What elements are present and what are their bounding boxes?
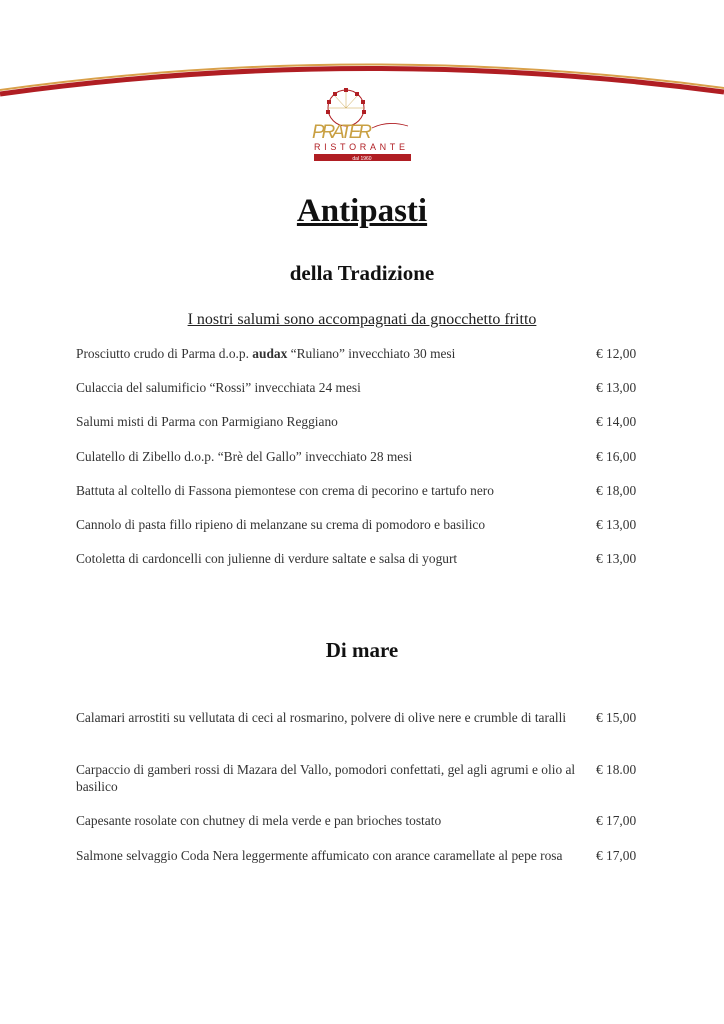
menu-item: Culatello di Zibello d.o.p. “Brè del Gallo” invecchiato 28 mesi € 16,00 [76, 449, 637, 464]
svg-text:dal 1960: dal 1960 [352, 156, 372, 162]
menu-item: Battuta al coltello di Fassona piemontese con crema di pecorino e tartufo nero € 18,00 [76, 483, 637, 498]
menu-item: Calamari arrostiti su vellutata di ceci al rosmarino, polvere di olive nere e crumble di taralli € 15,00 [76, 710, 637, 725]
item-price: € 18.00 [596, 762, 637, 777]
section-heading-tradizione: della Tradizione [289, 261, 435, 285]
item-price: € 13,00 [596, 551, 637, 566]
menu-item: Salumi misti di Parma con Parmigiano Reggiano € 14,00 [76, 414, 637, 429]
menu-item: Salmone selvaggio Coda Nera leggermente affumicato con arance caramellate al pepe rosa € 17,00 [76, 848, 637, 863]
item-price: € 13,00 [596, 517, 637, 532]
menu-item: Cannolo di pasta fillo ripieno di melanzane su crema di pomodoro e basilico € 13,00 [76, 517, 637, 532]
item-price: € 16,00 [596, 449, 637, 464]
prater-logo [308, 86, 414, 164]
menu-item: Capesante rosolate con chutney di mela verde e pan brioches tostato € 17,00 [76, 813, 637, 828]
item-price: € 14,00 [596, 414, 637, 429]
svg-text:PRATER: PRATER [312, 122, 372, 143]
menu-item: Prosciutto crudo di Parma d.o.p. audax “Ruliano” invecchiato 30 mesi € 12,00 [76, 346, 637, 361]
item-price: € 15,00 [596, 710, 637, 725]
item-price: € 17,00 [596, 813, 637, 828]
section-heading-di-mare: Di mare [325, 638, 399, 662]
item-price: € 13,00 [596, 380, 637, 395]
item-price: € 17,00 [596, 848, 637, 863]
menu-item: Culaccia del salumificio “Rossi” invecchiata 24 mesi € 13,00 [76, 380, 637, 395]
item-price: € 18,00 [596, 483, 637, 498]
section-note: I nostri salumi sono accompagnati da gnocchetto fritto [187, 311, 537, 328]
menu-item: Cotoletta di cardoncelli con julienne di verdure saltate e salsa di yogurt € 13,00 [76, 551, 637, 566]
page-title: Antipasti [296, 193, 428, 229]
item-price: € 12,00 [596, 346, 637, 361]
menu-item: Carpaccio di gamberi rossi di Mazara del Vallo, pomodori confettati, gel agli agrumi e olio al basilico € 18.00 [76, 762, 637, 794]
svg-text:RISTORANTE: RISTORANTE [314, 142, 408, 152]
